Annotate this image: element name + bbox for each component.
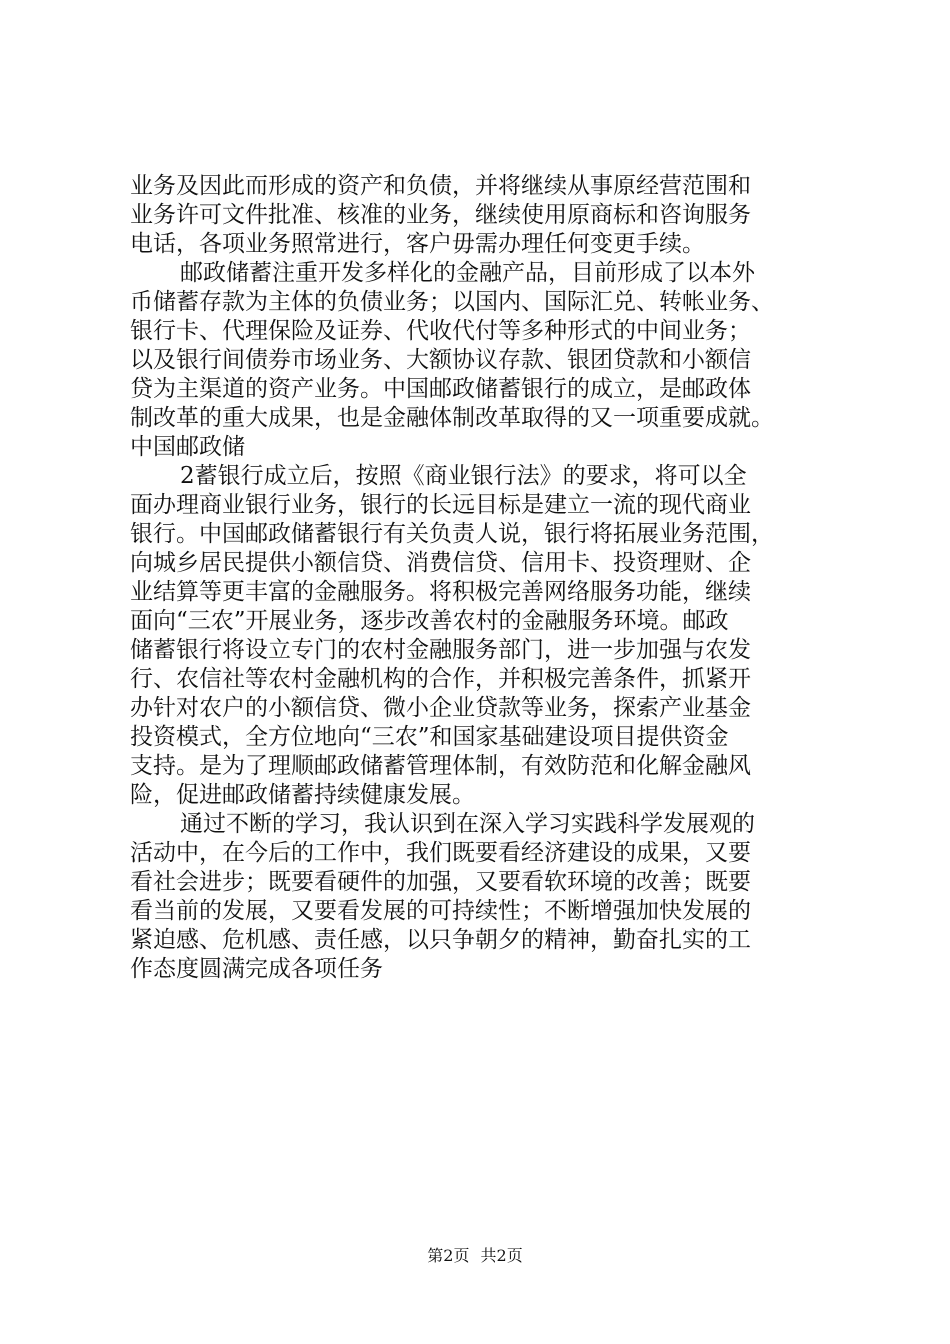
text-line: 业务许可文件批准、核准的业务，继续使用原商标和咨询服务 xyxy=(130,202,751,228)
text-line: 活动中，在今后的工作中，我们既要看经济建设的成果，又要 xyxy=(130,840,751,866)
document-body xyxy=(130,172,830,984)
text-line: 贷为主渠道的资产业务。中国邮政储蓄银行的成立，是邮政体 xyxy=(130,376,751,402)
page-footer xyxy=(0,1246,950,1266)
text-line: 面办理商业银行业务，银行的长远目标是建立一流的现代商业 xyxy=(130,492,751,518)
paragraph-4 xyxy=(130,810,830,984)
text-line: 行、农信社等农村金融机构的合作，并积极完善条件，抓紧开 xyxy=(130,666,751,692)
text-line: 2蓄银行成立后，按照《商业银行法》的要求，将可以全 xyxy=(180,463,747,489)
text-line: 看当前的发展，又要看发展的可持续性；不断增强加快发展的 xyxy=(130,898,751,924)
text-line: 储蓄银行将设立专门的农村金融服务部门，进一步加强与农发 xyxy=(130,637,751,663)
text-line: 邮政储蓄注重开发多样化的金融产品，目前形成了以本外 xyxy=(180,260,755,286)
text-line: 银行卡、代理保险及证券、代收代付等多种形式的中间业务； xyxy=(130,318,751,344)
text-line: 向城乡居民提供小额信贷、消费信贷、信用卡、投资理财、企 xyxy=(130,550,751,576)
paragraph-2 xyxy=(130,259,830,462)
text-line: 业结算等更丰富的金融服务。将积极完善网络服务功能，继续 xyxy=(130,579,751,605)
paragraph-3 xyxy=(130,462,830,810)
text-line: 币储蓄存款为主体的负债业务；以国内、国际汇兑、转帐业务、 xyxy=(130,289,774,315)
text-line: 银行。中国邮政储蓄银行有关负责人说，银行将拓展业务范围， xyxy=(130,521,774,547)
text-line: 以及银行间债券市场业务、大额协议存款、银团贷款和小额信 xyxy=(130,347,751,373)
text-line: 看社会进步；既要看硬件的加强，又要看软环境的改善；既要 xyxy=(130,869,751,895)
page-number: 第2页 xyxy=(427,1246,470,1265)
text-line: 支持。是为了理顺邮政储蓄管理体制，有效防范和化解金融风 xyxy=(130,753,751,779)
text-line: 通过不断的学习，我认识到在深入学习实践科学发展观的 xyxy=(180,811,755,837)
paragraph-1 xyxy=(130,172,830,259)
text-line: 办针对农户的小额信贷、微小企业贷款等业务，探索产业基金 xyxy=(130,695,751,721)
text-line: 作态度圆满完成各项任务 xyxy=(130,956,383,982)
page-total: 共2页 xyxy=(480,1246,523,1265)
text-line: 业务及因此而形成的资产和负债，并将继续从事原经营范围和 xyxy=(130,173,751,199)
text-line: 险，促进邮政储蓄持续健康发展。 xyxy=(130,782,475,808)
text-line: 紧迫感、危机感、责任感，以只争朝夕的精神，勤奋扎实的工 xyxy=(130,927,751,953)
text-line: 电话，各项业务照常进行，客户毋需办理任何变更手续。 xyxy=(130,231,705,257)
text-line: 制改革的重大成果，也是金融体制改革取得的又一项重要成就。 xyxy=(130,405,774,431)
text-line: 投资模式，全方位地向“三农”和国家基础建设项目提供资金 xyxy=(130,724,729,750)
text-line: 中国邮政储 xyxy=(130,434,245,460)
text-line: 面向“三农”开展业务，逐步改善农村的金融服务环境。邮政 xyxy=(130,608,729,634)
